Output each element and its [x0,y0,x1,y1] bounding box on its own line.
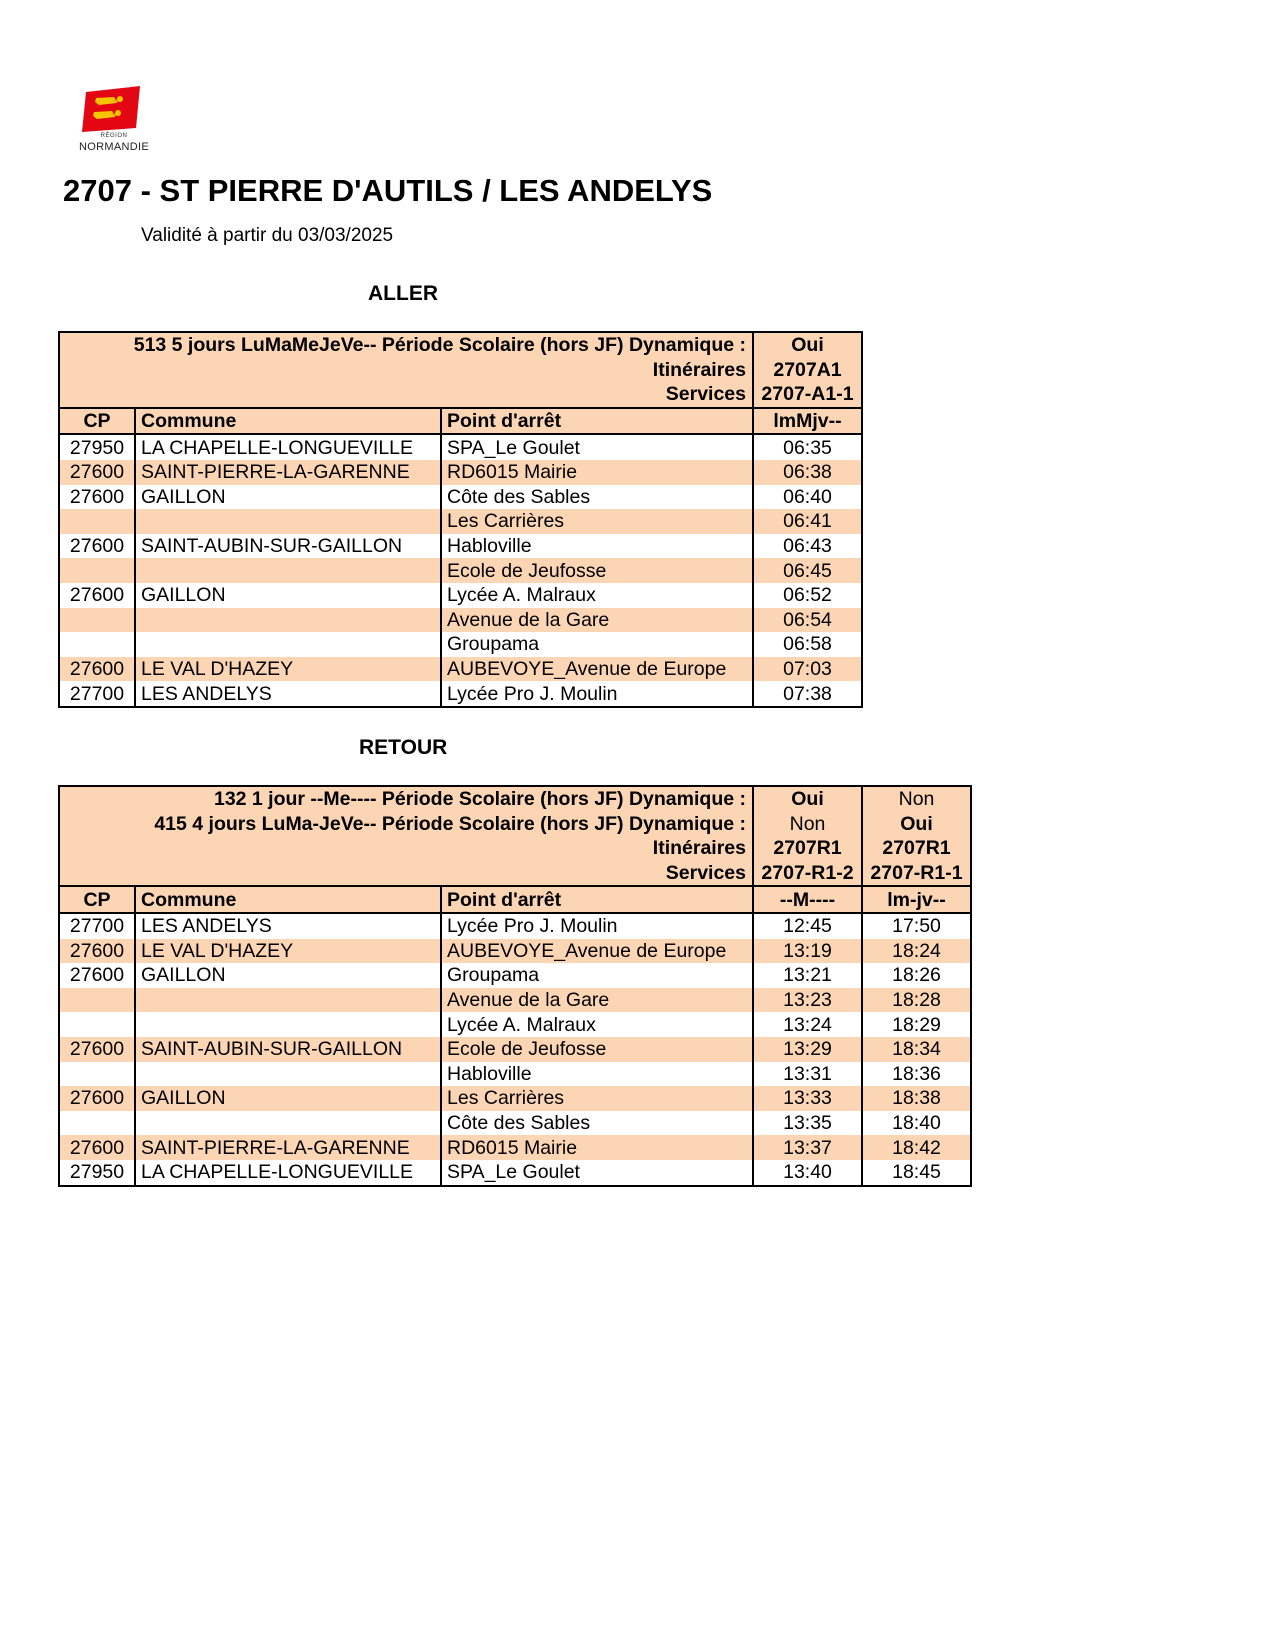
cell-commune [135,1012,441,1037]
cell-cp: 27600 [59,1135,135,1160]
cell-cp: 27950 [59,1160,135,1186]
table-row [59,583,862,608]
header-value: 2707-A1-1 [753,382,862,408]
validity-date: Validité à partir du 03/03/2025 [141,225,394,246]
cell-stop: Les Carrières [441,1086,753,1111]
cell-time: 13:24 [753,1012,862,1037]
cell-cp [59,509,135,534]
cell-time: 13:31 [753,1062,862,1087]
cell-commune: SAINT-AUBIN-SUR-GAILLON [135,1037,441,1062]
cell-stop: RD6015 Mairie [441,460,753,485]
cell-cp: 27600 [59,939,135,964]
cell-cp: 27700 [59,913,135,939]
column-header-stop: Point d'arrêt [441,408,753,435]
retour-section-title: RETOUR [359,736,448,759]
column-header-cp: CP [59,408,135,435]
table-row [59,963,971,988]
cell-stop: Avenue de la Gare [441,988,753,1013]
cell-cp [59,558,135,583]
cell-cp [59,608,135,633]
column-header-commune: Commune [135,408,441,435]
header-label: 415 4 jours LuMa-JeVe-- Période Scolaire (hors JF) Dynamique : [59,812,753,837]
cell-stop: Habloville [441,534,753,559]
header-row [59,382,862,408]
table-row [59,1135,971,1160]
cell-time: 18:26 [862,963,971,988]
cell-time: 13:29 [753,1037,862,1062]
cell-commune: LE VAL D'HAZEY [135,939,441,964]
table-row [59,657,862,682]
header-label: Services [59,382,753,408]
header-row [59,861,971,887]
retour-timetable [58,785,972,1187]
header-value: Non [753,812,862,837]
cell-cp: 27600 [59,1037,135,1062]
header-row [59,332,862,358]
cell-cp [59,1012,135,1037]
cell-stop: Lycée Pro J. Moulin [441,681,753,707]
header-row [59,358,862,383]
cell-cp: 27600 [59,485,135,510]
cell-cp: 27600 [59,534,135,559]
cell-commune: GAILLON [135,485,441,510]
cell-time: 13:40 [753,1160,862,1186]
cell-cp: 27600 [59,583,135,608]
cell-stop: Les Carrières [441,509,753,534]
cell-commune [135,632,441,657]
header-label: Services [59,861,753,887]
header-label: 513 5 jours LuMaMeJeVe-- Période Scolaire (hors JF) Dynamique : [59,332,753,358]
column-header-stop: Point d'arrêt [441,886,753,913]
table-row [59,460,862,485]
cell-time: 18:36 [862,1062,971,1087]
cell-time: 13:37 [753,1135,862,1160]
cell-commune: LES ANDELYS [135,681,441,707]
cell-stop: AUBEVOYE_Avenue de Europe [441,657,753,682]
cell-cp [59,1062,135,1087]
cell-commune: LA CHAPELLE-LONGUEVILLE [135,434,441,460]
cell-time: 18:34 [862,1037,971,1062]
header-value: Oui [753,786,862,812]
cell-cp: 27600 [59,1086,135,1111]
header-value: 2707R1 [753,836,862,861]
cell-stop: Côte des Sables [441,485,753,510]
header-value: Non [862,786,971,812]
table-row [59,509,862,534]
header-value: 2707-R1-2 [753,861,862,887]
cell-commune: GAILLON [135,963,441,988]
cell-commune: LES ANDELYS [135,913,441,939]
cell-cp [59,632,135,657]
cell-cp: 27600 [59,460,135,485]
table-row [59,1037,971,1062]
cell-time: 13:19 [753,939,862,964]
normandie-flag-icon [82,86,142,132]
cell-commune [135,1111,441,1136]
header-label: Itinéraires [59,358,753,383]
cell-stop: SPA_Le Goulet [441,1160,753,1186]
table-row [59,681,862,707]
cell-time: 06:45 [753,558,862,583]
header-value: Oui [862,812,971,837]
cell-time: 18:38 [862,1086,971,1111]
table-row [59,1160,971,1186]
header-row [59,836,971,861]
table-row [59,485,862,510]
aller-timetable [58,331,863,708]
cell-commune: SAINT-PIERRE-LA-GARENNE [135,1135,441,1160]
header-row [59,812,971,837]
table-row [59,1062,971,1087]
header-value: Oui [753,332,862,358]
column-header-row [59,886,971,913]
cell-time: 17:50 [862,913,971,939]
column-header-cp: CP [59,886,135,913]
cell-commune [135,1062,441,1087]
column-header-days: --M---- [753,886,862,913]
table-row [59,913,971,939]
aller-section-title: ALLER [368,282,438,305]
cell-commune: LA CHAPELLE-LONGUEVILLE [135,1160,441,1186]
cell-cp [59,1111,135,1136]
cell-time: 18:29 [862,1012,971,1037]
logo-name-text: NORMANDIE [79,141,149,153]
cell-time: 06:38 [753,460,862,485]
header-label: Itinéraires [59,836,753,861]
cell-time: 18:24 [862,939,971,964]
cell-time: 13:35 [753,1111,862,1136]
table-row [59,558,862,583]
table-row [59,939,971,964]
column-header-days: lmMjv-- [753,408,862,435]
cell-stop: RD6015 Mairie [441,1135,753,1160]
region-normandie-logo [70,86,158,156]
table-row [59,632,862,657]
cell-time: 13:33 [753,1086,862,1111]
header-row [59,786,971,812]
cell-commune: GAILLON [135,583,441,608]
table-row [59,988,971,1013]
header-value: 2707R1 [862,836,971,861]
cell-stop: SPA_Le Goulet [441,434,753,460]
cell-cp [59,988,135,1013]
cell-commune [135,558,441,583]
cell-commune: GAILLON [135,1086,441,1111]
column-header-days: lm-jv-- [862,886,971,913]
cell-stop: Groupama [441,632,753,657]
cell-time: 18:45 [862,1160,971,1186]
cell-time: 06:58 [753,632,862,657]
cell-commune: LE VAL D'HAZEY [135,657,441,682]
cell-stop: Ecole de Jeufosse [441,1037,753,1062]
table-row [59,534,862,559]
cell-commune: SAINT-AUBIN-SUR-GAILLON [135,534,441,559]
cell-stop: Lycée A. Malraux [441,1012,753,1037]
cell-time: 18:40 [862,1111,971,1136]
cell-cp: 27700 [59,681,135,707]
cell-time: 12:45 [753,913,862,939]
cell-stop: Habloville [441,1062,753,1087]
cell-stop: Avenue de la Gare [441,608,753,633]
header-value: 2707-R1-1 [862,861,971,887]
cell-time: 06:41 [753,509,862,534]
cell-time: 06:54 [753,608,862,633]
cell-stop: AUBEVOYE_Avenue de Europe [441,939,753,964]
header-label: 132 1 jour --Me---- Période Scolaire (hors JF) Dynamique : [59,786,753,812]
cell-cp: 27600 [59,657,135,682]
column-header-commune: Commune [135,886,441,913]
page-title: 2707 - ST PIERRE D'AUTILS / LES ANDELYS [63,173,713,208]
cell-commune: SAINT-PIERRE-LA-GARENNE [135,460,441,485]
cell-time: 06:40 [753,485,862,510]
cell-commune [135,988,441,1013]
cell-cp: 27600 [59,963,135,988]
cell-stop: Groupama [441,963,753,988]
cell-time: 13:23 [753,988,862,1013]
header-value: 2707A1 [753,358,862,383]
column-header-row [59,408,862,435]
table-row [59,1086,971,1111]
cell-time: 18:42 [862,1135,971,1160]
cell-stop: Ecole de Jeufosse [441,558,753,583]
cell-stop: Lycée A. Malraux [441,583,753,608]
cell-time: 13:21 [753,963,862,988]
cell-cp: 27950 [59,434,135,460]
cell-time: 06:35 [753,434,862,460]
table-row [59,434,862,460]
table-row [59,1012,971,1037]
cell-time: 06:52 [753,583,862,608]
logo-region-text: RÉGION [100,133,128,139]
cell-commune [135,509,441,534]
cell-time: 18:28 [862,988,971,1013]
table-row [59,608,862,633]
cell-commune [135,608,441,633]
cell-time: 06:43 [753,534,862,559]
cell-time: 07:03 [753,657,862,682]
table-row [59,1111,971,1136]
cell-stop: Lycée Pro J. Moulin [441,913,753,939]
cell-stop: Côte des Sables [441,1111,753,1136]
cell-time: 07:38 [753,681,862,707]
